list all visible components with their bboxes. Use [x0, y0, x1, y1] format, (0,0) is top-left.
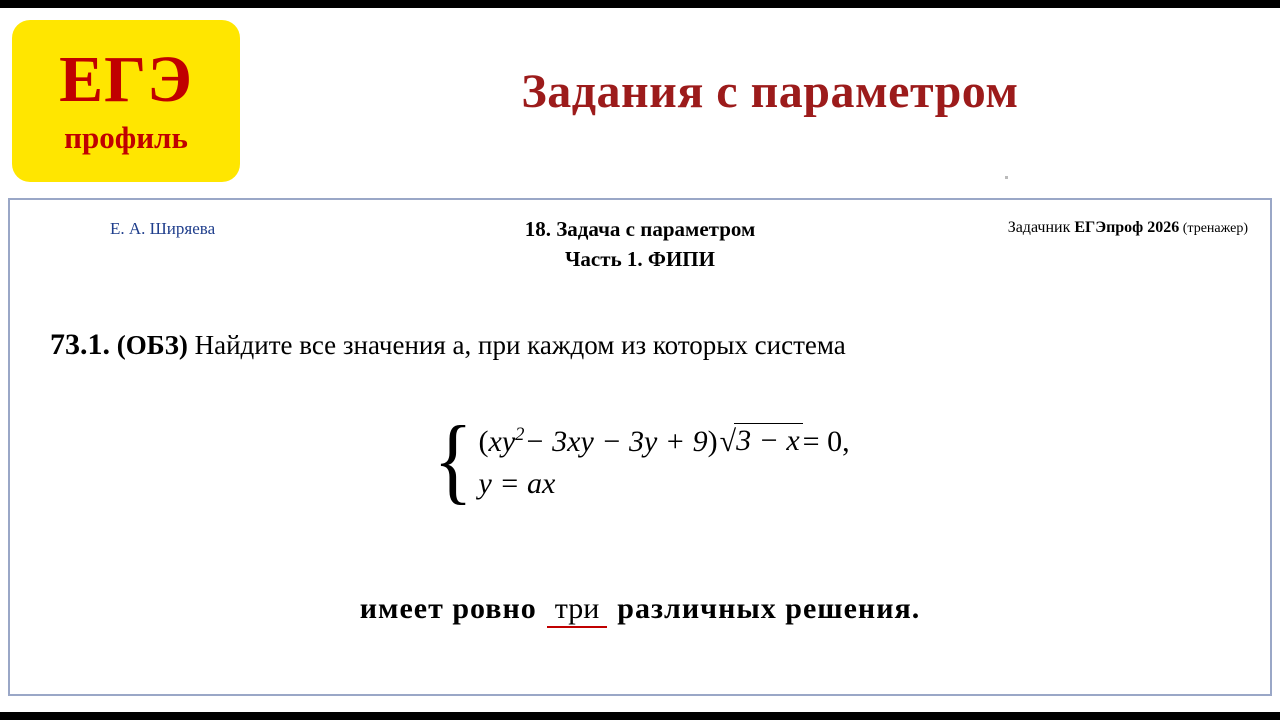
equation-equals: = 0, [802, 424, 850, 458]
square-root-icon [718, 424, 803, 459]
task-tag: (ОБЗ) [116, 330, 188, 360]
section-heading [10, 214, 1270, 275]
section-heading-line1: 18. Задача с параметром [524, 217, 756, 241]
radical-sign: √ [719, 424, 737, 458]
page-title: Задания с параметром [521, 65, 1019, 118]
slide-header [0, 8, 1280, 190]
author-label: Е. А. Ширяева [110, 219, 216, 238]
ege-badge-sub-label: профиль [64, 119, 188, 155]
task-text: Найдите все значения a, при каждом из которых система [194, 330, 846, 360]
decorative-dot [1005, 176, 1008, 179]
radicand: 3 − x [734, 423, 803, 458]
equation-power: 2 [515, 423, 525, 445]
task-card [8, 198, 1272, 696]
task-conclusion [10, 592, 1270, 628]
equation-term2: − 3xy − 3y + 9 [524, 424, 708, 458]
section-heading-line2: Часть 1. ФИПИ [565, 247, 715, 272]
system-brace: { [433, 406, 474, 513]
source-suffix: (тренажер) [1179, 221, 1248, 236]
equation-close-paren: ) [707, 424, 718, 458]
source-brand: ЕГЭпроф 2026 [1074, 219, 1180, 236]
task-number: 73.1. [50, 328, 110, 361]
conclusion-before: имеет ровно [359, 592, 537, 625]
equation-term1: xy [488, 424, 516, 458]
ege-badge [12, 20, 240, 182]
task-statement [50, 328, 1230, 362]
ege-badge-main-label: ЕГЭ [59, 42, 193, 116]
equation-open-paren: ( [478, 424, 489, 458]
conclusion-highlight: три [547, 592, 608, 628]
equation-second: y = ax [478, 466, 556, 500]
card-top-bar [10, 200, 1270, 280]
conclusion-after: различных решения. [617, 592, 921, 625]
equation-first [479, 424, 850, 459]
system-of-equations [10, 406, 1270, 513]
source-prefix: Задачник [1007, 219, 1075, 236]
